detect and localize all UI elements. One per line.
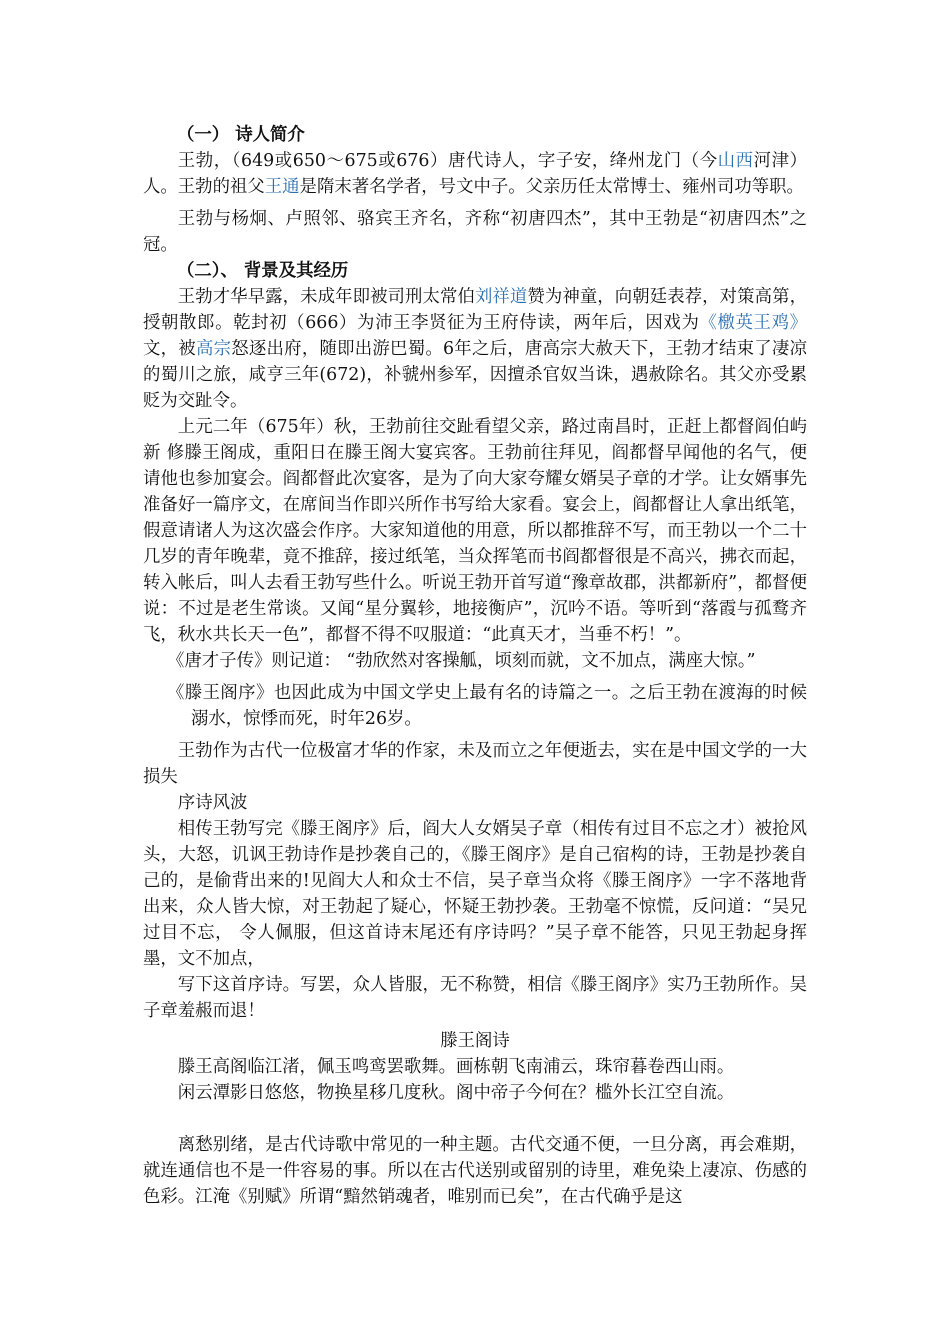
paragraph-great-loss: 王勃作为古代一位极富才华的作家，未及而立之年便逝去，实在是中国文学的一大损失 xyxy=(143,741,807,787)
link-gaozong[interactable]: 高宗 xyxy=(195,339,232,359)
paragraph-poet-intro xyxy=(143,148,807,200)
text-run: 王勃，（649或650～675或676）唐代诗人，字子安，绛州龙门（今 xyxy=(177,151,718,171)
poem-line-2: 闲云潭影日悠悠，物换星移几度秋。阁中帝子今何在？槛外长江空自流。 xyxy=(177,1083,735,1103)
text-run: 是隋末著名学者，号文中子。父亲历任太常博士、雍州司功等职。 xyxy=(299,177,804,197)
poem-line-1: 滕王高阁临江渚，佩玉鸣鸾罢歌舞。画栋朝飞南浦云，珠帘暮卷西山雨。 xyxy=(177,1057,735,1077)
quote-tengwang-preface: 《滕王阁序》也因此成为中国文学史上最有名的诗篇之一。之后王勃在渡海的时候溺水，惊悸而死，时年26岁。 xyxy=(167,683,807,729)
section-heading-background: （二）、 背景及其经历 xyxy=(177,261,349,281)
link-liu-xiangdao[interactable]: 刘祥道 xyxy=(474,287,528,307)
link-xi-ying-wang-ji[interactable]: 《檄英王鸡》 xyxy=(699,313,807,333)
spacer xyxy=(143,1106,807,1132)
paragraph-preface-outcome: 写下这首序诗。写罢，众人皆服，无不称赞，相信《滕王阁序》实乃王勃所作。吴子章羞赧而退！ xyxy=(143,975,807,1021)
paragraph-parting-theme: 离愁别绪，是古代诗歌中常见的一种主题。古代交通不便，一旦分离，再会难期，就连通信也不是一件容易的事。所以在古代送别或留别的诗里，难免染上凄凉、伤感的色彩。江淹《别赋》所谓“黯然销魂者，唯别而已矣”，在古代确乎是这 xyxy=(143,1135,807,1207)
text-run: 赞为神童，向朝廷表荐，对策高第，授朝散郎。乾封初（666）为沛王李贤征为王府侍读，两年后，因戏为 xyxy=(143,287,807,333)
text-run: 怒逐出府，随即出游巴蜀。6年之后，唐高宗大赦天下，王勃才结束了凄凉的蜀川之旅，咸亨三年(672)，补虢州参军，因擅杀官奴当诛，遇赦除名。其父亦受累贬为交趾令。 xyxy=(143,339,807,411)
text-run: 王勃才华早露，未成年即被司刑太常伯 xyxy=(177,287,475,307)
link-wang-tong[interactable]: 王通 xyxy=(264,177,300,197)
link-shanxi[interactable]: 山西 xyxy=(717,151,754,171)
section-heading-poet-intro: （一） 诗人简介 xyxy=(177,125,305,145)
subheading-preface-poem-dispute: 序诗风波 xyxy=(177,793,248,813)
paragraph-tengwang-banquet: 上元二年（675年）秋，王勃前往交趾看望父亲，路过南昌时，正赶上都督阎伯屿新 修滕王阁成，重阳日在滕王阁大宴宾客。王勃前往拜见，阎都督早闻他的名气，便请他也参加宴会。阎都督此次宴客，是为了向大家夸耀女婿吴子章的才学。让女婿事先准备好一篇序文，在席间当作即兴所作书写给大家看。宴会上，阎都督让人拿出纸笔，假意请诸人为这次盛会作序。大家知道他的用意，所以都推辞不写，而王勃以一个二十几岁的青年晚辈，竟不推辞，接过纸笔，当众挥笔而书阎都督很是不高兴，拂衣而起，转入帐后，叫人去看王勃写些什么。听说王勃开首写道“豫章故郡，洪都新府”，都督便说：不过是老生常谈。又闻“星分翼轸，地接衡庐”，沉吟不语。等听到“落霞与孤鹜齐飞，秋水共长天一色”，都督不得不叹服道：“此真天才，当垂不朽！”。 xyxy=(143,417,807,645)
paragraph-preface-dispute: 相传王勃写完《滕王阁序》后，阎大人女婿吴子章（相传有过目不忘之才）被抢风头，大怒，讥讽王勃诗作是抄袭自己的，《滕王阁序》是自己宿构的诗，王勃是抄袭自己的，是偷背出来的!见阎大人和众士不信，吴子章当众将《滕王阁序》一字不落地背出来，众人皆大惊，对王勃起了疑心，怀疑王勃抄袭。王勃毫不惊慌，反问道：“吴兄过目不忘， 令人佩服，但这首诗末尾还有序诗吗？”吴子章不能答，只见王勃起身挥墨，文不加点， xyxy=(143,819,807,969)
document-page xyxy=(143,122,807,1210)
paragraph-early-career xyxy=(143,284,807,414)
text-run: 河津）人。王勃的祖父 xyxy=(143,151,807,197)
quote-tang-caizi-zhuan: 《唐才子传》则记道： “勃欣然对客操觚，顷刻而就，文不加点，满座大惊。” xyxy=(167,651,756,671)
text-run: 文，被 xyxy=(143,339,196,359)
paragraph-four-talents: 王勃与杨炯、卢照邻、骆宾王齐名，齐称“初唐四杰”，其中王勃是“初唐四杰”之冠。 xyxy=(143,209,807,255)
poem-title: 滕王阁诗 xyxy=(440,1031,510,1051)
